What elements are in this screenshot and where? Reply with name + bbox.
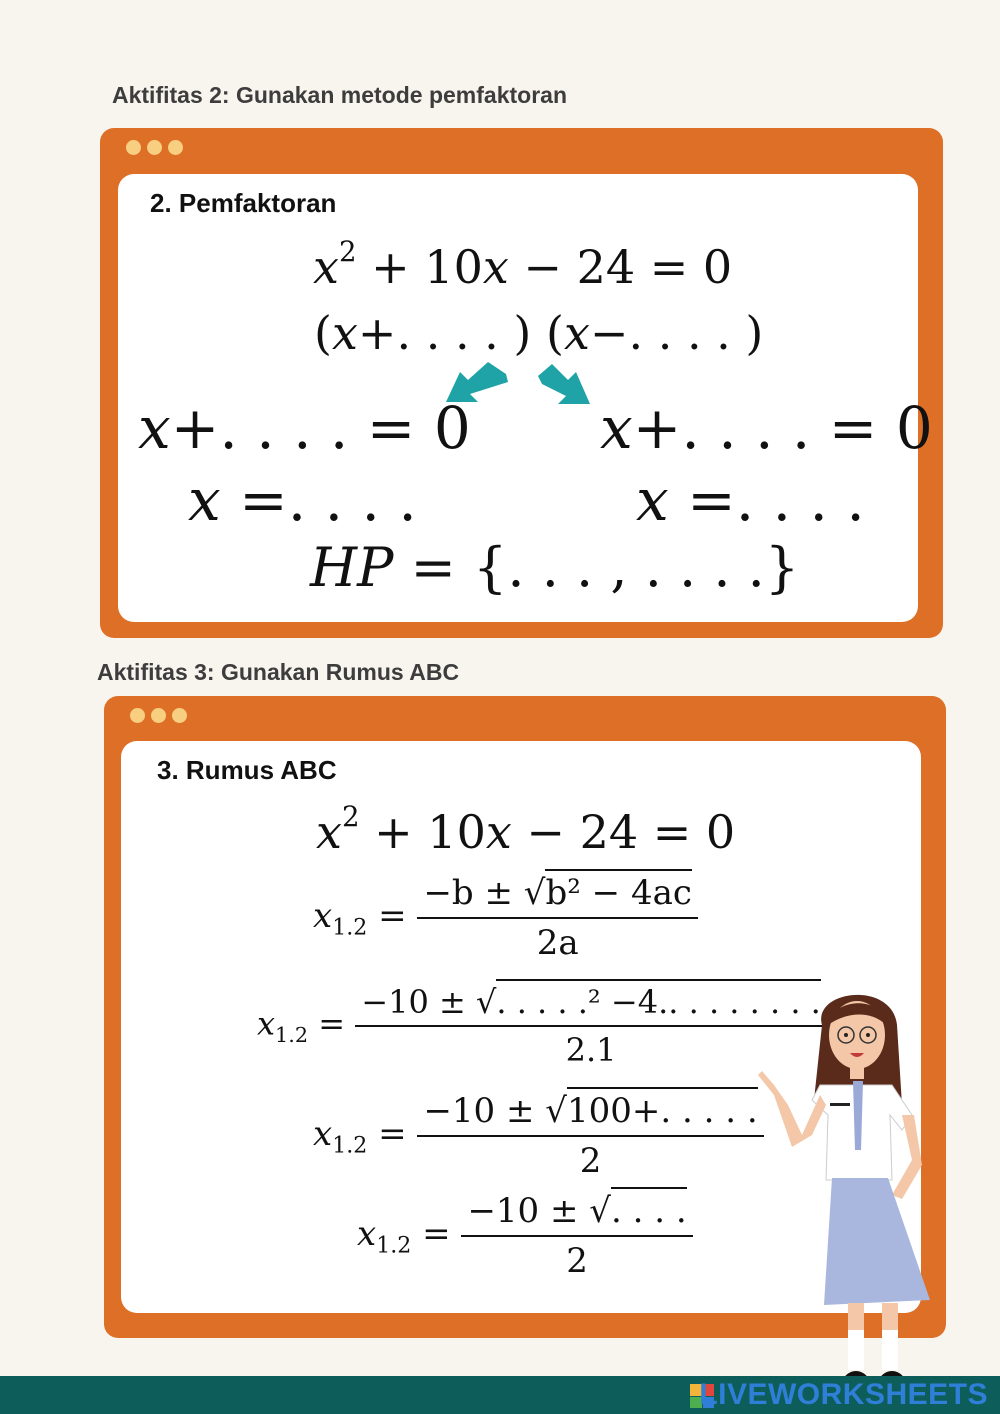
liveworksheets-brand[interactable]: LIVEWORKSHEETS: [699, 1378, 988, 1411]
arrow-right-icon: [536, 362, 596, 418]
activity3-heading: Aktifitas 3: Gunakan Rumus ABC: [97, 659, 460, 685]
activity2-card: [100, 128, 943, 638]
activity2-equation: $x^2 + 10x - 24 = 0$: [313, 234, 733, 294]
activity2-panel: [118, 174, 933, 622]
right-equation: x+. . . . = 0: [600, 394, 933, 462]
window-dots: [126, 140, 183, 155]
solution-set: HP = {. . . , . . . .}: [310, 536, 800, 599]
activity2-factors: (x+. . . . ) (x−. . . . ): [314, 306, 764, 360]
step-simplify: $x_{1.2}$ = $\frac{-10 \pm √100+. . . . .}{2}$: [313, 1091, 764, 1181]
activity3-title: 3. Rumus ABC: [157, 755, 337, 785]
activity2-heading: Aktifitas 2: Gunakan metode pemfaktoran: [112, 82, 567, 108]
activity2-title: 2. Pemfaktoran: [150, 188, 337, 218]
left-equation: x+. . . . = 0: [138, 394, 471, 462]
left-solution: x =. . . .: [188, 466, 417, 534]
step-substitution: $x_{1.2}$ = $\frac{\text{−10 ± √. . . . .² −4.. . . . . . . .}}{2.1}$: [257, 983, 827, 1069]
right-solution: x =. . . .: [636, 466, 865, 534]
quadratic-formula: $x_{1.2}$ = $\frac{\text{−b ± √b² − 4ac}}{2a}$: [313, 873, 698, 963]
activity3-equation: $x^2 + 10x - 24 = 0$: [316, 799, 736, 859]
window-dots: [130, 708, 187, 723]
student-illustration: [752, 985, 952, 1410]
footer-bar: [0, 1376, 1000, 1414]
step-final: $x_{1.2}$ = $\frac{-10 \pm √. . . .}{2}$: [357, 1191, 693, 1281]
